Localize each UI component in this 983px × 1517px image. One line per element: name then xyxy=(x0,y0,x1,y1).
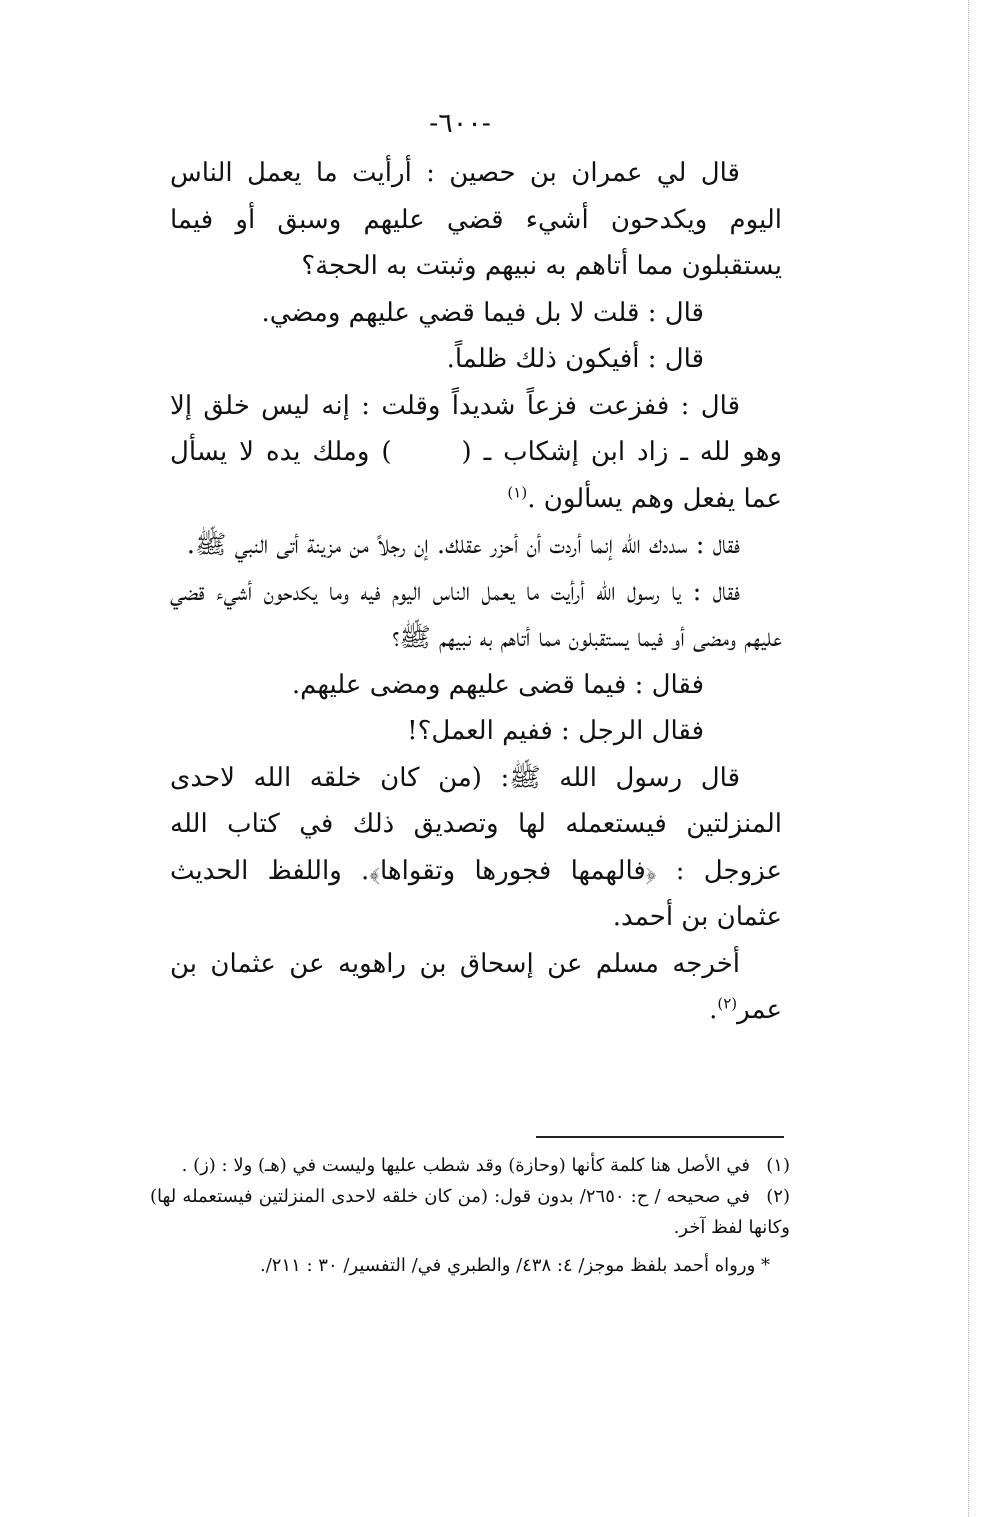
paragraph-text: فقال : فيما قضى عليهم ومضى عليهم. xyxy=(291,669,704,700)
footnote-divider xyxy=(536,1136,784,1138)
main-text xyxy=(170,150,782,1034)
paragraph-text: قال : أفيكون ذلك ظلماً. xyxy=(446,344,704,374)
footnote-2 xyxy=(150,1181,790,1243)
footnote-1 xyxy=(150,1150,790,1181)
footnote-text: في الأصل هنا كلمة كأنها (وحازة) وقد شطب عليها وليست في (هـ) ولا : (ز) . xyxy=(181,1155,750,1176)
page-edge-line xyxy=(968,0,969,1517)
paragraph-1 xyxy=(170,150,782,290)
paragraph-text: فقال الرجل : ففيم العمل؟! xyxy=(407,716,704,746)
footnote-text: في صحيحه / ح: ٢٦٥٠/ بدون قول: (من كان خلقه لاحدى المنزلتين فيستعمله لها) وكانها لفظ آخر. xyxy=(150,1186,790,1238)
paragraph-3 xyxy=(170,336,782,383)
page-number: -٦٠٠- xyxy=(429,108,491,139)
footnote-ref-2[interactable]: (٢) xyxy=(717,994,738,1013)
paragraph-text: قال : قلت لا بل فيما قضي عليهم ومضي. xyxy=(261,297,704,328)
paragraph-7 xyxy=(170,662,782,709)
paragraph-text: فقال : يا رسول الله أرأيت ما يعمل الناس اليوم فيه وما يكدحون أشيء قضي عليهم ومضى أو فيما يستقبلون مما أتاهم به نبيهم ﷺ؟ xyxy=(170,576,782,653)
paragraph-2 xyxy=(170,290,782,337)
footnotes xyxy=(150,1150,790,1281)
paragraph-9 xyxy=(170,755,782,941)
paragraph-text: فقال : سددك الله إنما أردت أن أحزر عقلك. إن رجلاً من مزينة أتى النبي ﷺ. xyxy=(186,530,740,560)
footnote-marker: * xyxy=(761,1255,770,1276)
paragraph-text: قال رسول الله ﷺ: (من كان خلقه الله لاحدى المنزلتين فيستعمله لها وتصديق ذلك في كتاب الله عزوجل : ﴿فالهمها فجورها وتقواها﴾. واللفظ الحديث عثمان بن أحمد. xyxy=(170,762,782,932)
footnote-number: (١) xyxy=(766,1155,790,1176)
paragraph-10 xyxy=(170,941,782,1034)
paragraph-text: أخرجه مسلم عن إسحاق بن راهويه عن عثمان بن عمر xyxy=(170,948,782,1025)
footnote-extra xyxy=(150,1250,790,1281)
paragraph-text: قال لي عمران بن حصين : أرأيت ما يعمل الناس اليوم ويكدحون أشيء قضي عليهم وسبق أو فيما يستقبلون مما أتاهم به نبيهم وثبتت به الحجة؟ xyxy=(170,158,782,281)
footnote-ref-1[interactable]: (١) xyxy=(507,482,528,501)
footnote-text: ورواه أحمد بلفظ موجز/ ٤: ٤٣٨/ والطبري في/ التفسير/ ٣٠ : ٢١١/. xyxy=(259,1255,756,1276)
paragraph-6 xyxy=(170,569,782,662)
paragraph-text: قال : ففزعت فزعاً شديداً وقلت : إنه ليس خلق إلا وهو لله ـ زاد ابن إشكاب ـ ( xyxy=(170,390,783,467)
paragraph-text-end: . xyxy=(709,995,718,1025)
footnote-number: (٢) xyxy=(766,1186,790,1207)
paragraph-8 xyxy=(170,708,782,755)
paragraph-4 xyxy=(170,383,782,523)
paragraph-5 xyxy=(170,522,782,569)
paragraph-text-continued: ) وملك يده لا يسأل عما يفعل وهم يسألون . xyxy=(170,437,782,514)
